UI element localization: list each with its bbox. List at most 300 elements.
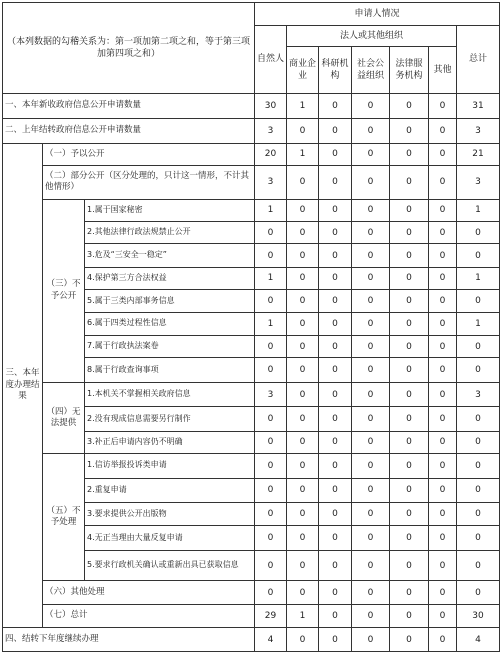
cell-value: 29 [264, 611, 277, 622]
cell-value: 0 [439, 273, 446, 284]
cell-value: 0 [267, 365, 274, 376]
row-label-cell [85, 503, 255, 526]
row-label-cell [85, 407, 255, 431]
value-cell [457, 199, 500, 221]
cell-value: 0 [475, 560, 481, 571]
value-cell [255, 358, 287, 382]
value-cell [429, 431, 457, 453]
cell-value: 0 [475, 587, 481, 598]
cell-value: 0 [299, 365, 306, 376]
row-label: 3.危及“三安全一稳定” [87, 250, 167, 260]
cell-value: 0 [332, 437, 338, 448]
table-row [3, 382, 500, 406]
value-cell [457, 143, 500, 165]
cell-value: 0 [367, 533, 374, 544]
value-cell [352, 358, 390, 382]
value-cell [457, 478, 500, 502]
cell-value: 0 [299, 485, 306, 496]
legal-service-header [390, 46, 429, 93]
cell-value: 0 [299, 318, 306, 329]
value-cell [457, 382, 500, 406]
value-cell [287, 454, 319, 478]
row-label: 二、上年结转政府信息公开申请数量 [5, 125, 142, 136]
value-cell [287, 478, 319, 502]
value-cell [352, 431, 390, 453]
row-label: 3.要求提供公开出版物 [87, 508, 167, 518]
value-cell [390, 454, 429, 478]
value-cell [457, 581, 500, 604]
table-row [3, 454, 500, 478]
value-cell [255, 526, 287, 550]
cell-value: 0 [299, 177, 306, 188]
value-cell [390, 221, 429, 243]
value-cell [287, 290, 319, 312]
cell-value: 0 [406, 485, 412, 496]
cell-value: 0 [367, 295, 374, 306]
cell-value: 0 [299, 509, 306, 520]
row-label: （一）予以公开 [45, 148, 105, 159]
value-cell [390, 526, 429, 550]
cell-value: 0 [299, 250, 306, 261]
value-cell [457, 503, 500, 526]
cell-value: 0 [406, 634, 412, 645]
table-row [3, 581, 500, 604]
value-cell [457, 336, 500, 358]
group-not-processed-cell [43, 454, 85, 581]
cell-value: 0 [299, 205, 306, 216]
cell-value: 30 [472, 611, 484, 622]
cell-value: 0 [475, 250, 481, 261]
value-cell [429, 93, 457, 118]
value-cell [457, 119, 500, 143]
cell-value: 3 [475, 389, 481, 400]
cell-value: 0 [406, 295, 412, 306]
value-cell [255, 550, 287, 581]
cell-value: 0 [299, 634, 306, 645]
value-cell [352, 628, 390, 652]
cell-value: 4 [475, 634, 481, 645]
value-cell [457, 244, 500, 267]
value-cell [352, 290, 390, 312]
value-cell [287, 244, 319, 267]
cell-value: 0 [332, 413, 338, 424]
cell-value: 0 [439, 611, 446, 622]
value-cell [352, 454, 390, 478]
cell-value: 0 [267, 509, 274, 520]
value-cell [352, 199, 390, 221]
cell-value: 0 [406, 227, 412, 238]
value-cell [319, 312, 352, 335]
value-cell [429, 628, 457, 652]
cell-value: 0 [267, 560, 274, 571]
value-cell [287, 550, 319, 581]
natural-person-label: 自然人 [257, 54, 285, 65]
value-cell [255, 165, 287, 199]
value-cell [429, 244, 457, 267]
value-cell [390, 581, 429, 604]
value-cell [457, 165, 500, 199]
cell-value: 0 [439, 560, 446, 571]
commercial-header [287, 46, 319, 93]
value-cell [319, 407, 352, 431]
value-cell [255, 267, 287, 289]
cell-value: 0 [267, 587, 274, 598]
value-cell [352, 526, 390, 550]
relation-note: （本列数据的勾稽关系为：第一项加第二项之和，等于第三项加第四项之和） [6, 36, 250, 59]
value-cell [390, 290, 429, 312]
value-cell [255, 628, 287, 652]
cell-value: 0 [406, 413, 412, 424]
legal-entities-header [287, 26, 457, 46]
value-cell [457, 290, 500, 312]
cell-value: 0 [367, 205, 374, 216]
value-cell [255, 221, 287, 243]
value-cell [255, 581, 287, 604]
value-cell [319, 336, 352, 358]
cell-value: 1 [475, 205, 481, 216]
value-cell [429, 454, 457, 478]
cell-value: 0 [475, 413, 481, 424]
value-cell [319, 290, 352, 312]
cell-value: 0 [406, 437, 412, 448]
row-label-cell [85, 336, 255, 358]
value-cell [255, 244, 287, 267]
row-label-cell [85, 382, 255, 406]
value-cell [457, 454, 500, 478]
row-label-cell [43, 143, 255, 165]
cell-value: 1 [267, 205, 274, 216]
cell-value: 0 [475, 227, 481, 238]
row-label: 2.其他法律行政法规禁止公开 [87, 227, 191, 237]
value-cell [287, 165, 319, 199]
value-cell [319, 143, 352, 165]
cell-value: 0 [439, 295, 446, 306]
value-cell [429, 165, 457, 199]
value-cell [457, 526, 500, 550]
row-label: （六）其他处理 [45, 586, 105, 597]
value-cell [319, 358, 352, 382]
value-cell [390, 312, 429, 335]
cell-value: 0 [367, 318, 374, 329]
table-row [3, 119, 500, 143]
value-cell [255, 143, 287, 165]
value-cell [319, 604, 352, 627]
value-cell [287, 382, 319, 406]
cell-value: 0 [367, 100, 374, 111]
value-cell [255, 93, 287, 118]
value-cell [352, 604, 390, 627]
disclosure-stats-table [2, 2, 500, 652]
value-cell [255, 312, 287, 335]
value-cell [287, 267, 319, 289]
value-cell [390, 604, 429, 627]
section3-label-cell [3, 143, 43, 628]
cell-value: 1 [299, 611, 306, 622]
cell-value: 0 [439, 250, 446, 261]
cell-value: 0 [332, 273, 338, 284]
value-cell [319, 119, 352, 143]
cell-value: 0 [439, 413, 446, 424]
row-label: 5.属于三类内部事务信息 [87, 295, 175, 305]
row-label: 2.重复申请 [87, 484, 127, 494]
value-cell [429, 407, 457, 431]
value-cell [319, 431, 352, 453]
value-cell [390, 407, 429, 431]
social-welfare-label: 社会公益组织 [356, 58, 384, 81]
value-cell [319, 382, 352, 406]
value-cell [390, 336, 429, 358]
cell-value: 0 [299, 437, 306, 448]
row-label: 1.信访举报投诉类申请 [87, 460, 167, 470]
row-label-cell [85, 454, 255, 478]
value-cell [287, 119, 319, 143]
table-row [3, 199, 500, 221]
value-cell [429, 604, 457, 627]
group-unable-label: （四）无法提供 [46, 406, 81, 429]
cell-value: 0 [332, 227, 338, 238]
value-cell [429, 143, 457, 165]
cell-value: 1 [475, 273, 481, 284]
value-cell [429, 550, 457, 581]
cell-value: 0 [267, 295, 274, 306]
cell-value: 1 [267, 273, 274, 284]
cell-value: 0 [475, 365, 481, 376]
cell-value: 0 [406, 177, 412, 188]
row-label: （二）部分公开（区分处理的，只计这一情形，不计其他情形） [45, 170, 250, 193]
value-cell [390, 93, 429, 118]
cell-value: 3 [267, 125, 274, 136]
cell-value: 0 [332, 250, 338, 261]
cell-value: 0 [267, 533, 274, 544]
cell-value: 0 [267, 250, 274, 261]
cell-value: 30 [264, 100, 277, 111]
value-cell [352, 382, 390, 406]
cell-value: 0 [332, 149, 338, 160]
cell-value: 0 [367, 611, 374, 622]
table-row [3, 628, 500, 652]
value-cell [457, 604, 500, 627]
value-cell [390, 165, 429, 199]
value-cell [429, 581, 457, 604]
value-cell [352, 581, 390, 604]
natural-person-header [255, 26, 287, 93]
value-cell [287, 604, 319, 627]
cell-value: 0 [332, 587, 338, 598]
cell-value: 0 [332, 125, 338, 136]
cell-value: 0 [332, 295, 338, 306]
row-label-cell [85, 267, 255, 289]
row-label-cell [3, 628, 255, 652]
cell-value: 0 [439, 509, 446, 520]
value-cell [352, 267, 390, 289]
cell-value: 0 [367, 485, 374, 496]
cell-value: 0 [475, 485, 481, 496]
cell-value: 0 [299, 389, 306, 400]
row-label: 3.补正后申请内容仍不明确 [87, 437, 183, 447]
cell-value: 0 [439, 177, 446, 188]
value-cell [352, 478, 390, 502]
row-label-cell [3, 119, 255, 143]
cell-value: 0 [299, 125, 306, 136]
cell-value: 0 [367, 125, 374, 136]
value-cell [319, 165, 352, 199]
cell-value: 0 [439, 365, 446, 376]
cell-value: 4 [267, 634, 274, 645]
cell-value: 0 [406, 560, 412, 571]
applicant-situation-label: 申请人情况 [354, 9, 400, 20]
cell-value: 0 [406, 250, 412, 261]
row-label-cell [85, 244, 255, 267]
applicant-situation-header [255, 3, 500, 26]
cell-value: 0 [439, 587, 446, 598]
other-label: 其他 [433, 64, 452, 75]
cell-value: 3 [475, 177, 481, 188]
value-cell [352, 550, 390, 581]
cell-value: 0 [367, 413, 374, 424]
cell-value: 0 [367, 365, 374, 376]
cell-value: 0 [332, 177, 338, 188]
cell-value: 0 [406, 205, 412, 216]
value-cell [255, 604, 287, 627]
value-cell [352, 165, 390, 199]
value-cell [319, 550, 352, 581]
value-cell [352, 93, 390, 118]
value-cell [255, 290, 287, 312]
value-cell [287, 407, 319, 431]
cell-value: 0 [406, 587, 412, 598]
row-label: 4.无正当理由大量反复申请 [87, 532, 183, 542]
row-label-cell [43, 581, 255, 604]
row-label-cell [85, 312, 255, 335]
value-cell [390, 503, 429, 526]
value-cell [457, 221, 500, 243]
value-cell [287, 199, 319, 221]
row-label-cell [43, 604, 255, 627]
value-cell [390, 478, 429, 502]
value-cell [429, 221, 457, 243]
value-cell [287, 358, 319, 382]
value-cell [319, 244, 352, 267]
cell-value: 1 [299, 149, 306, 160]
table-row [3, 165, 500, 199]
cell-value: 0 [439, 485, 446, 496]
row-label-cell [85, 290, 255, 312]
value-cell [319, 628, 352, 652]
cell-value: 0 [299, 227, 306, 238]
value-cell [255, 454, 287, 478]
cell-value: 0 [332, 389, 338, 400]
cell-value: 21 [472, 149, 484, 160]
value-cell [287, 221, 319, 243]
cell-value: 0 [332, 560, 338, 571]
cell-value: 0 [439, 437, 446, 448]
group-no-disclose-label: （三）不予公开 [46, 279, 81, 301]
value-cell [255, 336, 287, 358]
value-cell [429, 526, 457, 550]
cell-value: 0 [299, 295, 306, 306]
cell-value: 0 [406, 100, 412, 111]
value-cell [457, 358, 500, 382]
total-label: 总计 [469, 54, 488, 65]
value-cell [390, 382, 429, 406]
group-not-processed-label: （五）不予处理 [46, 505, 81, 528]
cell-value: 0 [367, 509, 374, 520]
cell-value: 0 [332, 460, 338, 471]
cell-value: 0 [267, 460, 274, 471]
cell-value: 0 [332, 611, 338, 622]
value-cell [352, 503, 390, 526]
cell-value: 0 [267, 227, 274, 238]
value-cell [457, 93, 500, 118]
value-cell [287, 312, 319, 335]
cell-value: 0 [367, 341, 374, 352]
cell-value: 0 [475, 437, 481, 448]
row-label-cell [85, 358, 255, 382]
cell-value: 0 [475, 295, 481, 306]
cell-value: 0 [406, 125, 412, 136]
cell-value: 0 [332, 341, 338, 352]
cell-value: 0 [332, 634, 338, 645]
row-label: 7.属于行政执法案卷 [87, 341, 159, 351]
table-row [3, 143, 500, 165]
cell-value: 0 [299, 341, 306, 352]
value-cell [390, 358, 429, 382]
value-cell [429, 199, 457, 221]
cell-value: 3 [267, 177, 274, 188]
row-label: 四、结转下年度继续办理 [5, 633, 99, 644]
value-cell [287, 526, 319, 550]
row-label-cell [43, 165, 255, 199]
value-cell [352, 244, 390, 267]
value-cell [390, 431, 429, 453]
value-cell [390, 550, 429, 581]
cell-value: 0 [367, 227, 374, 238]
row-label: 2.没有现成信息需要另行制作 [87, 413, 191, 423]
value-cell [457, 407, 500, 431]
row-label: 5.要求行政机关确认或重新出具已获取信息 [87, 560, 239, 570]
value-cell [390, 199, 429, 221]
value-cell [319, 503, 352, 526]
cell-value: 20 [264, 149, 277, 160]
row-label-cell [85, 550, 255, 581]
value-cell [319, 454, 352, 478]
value-cell [390, 143, 429, 165]
row-label-cell [3, 93, 255, 118]
cell-value: 0 [439, 341, 446, 352]
cell-value: 0 [406, 365, 412, 376]
cell-value: 0 [267, 341, 274, 352]
legal-service-label: 法律服务机构 [395, 58, 423, 81]
group-no-disclose-cell [43, 199, 85, 382]
value-cell [255, 382, 287, 406]
value-cell [319, 526, 352, 550]
cell-value: 0 [332, 485, 338, 496]
cell-value: 0 [367, 389, 374, 400]
value-cell [429, 382, 457, 406]
cell-value: 0 [367, 634, 374, 645]
cell-value: 0 [475, 460, 481, 471]
cell-value: 0 [406, 273, 412, 284]
group-unable-cell [43, 382, 85, 453]
value-cell [457, 431, 500, 453]
value-cell [287, 336, 319, 358]
cell-value: 0 [406, 509, 412, 520]
cell-value: 0 [439, 149, 446, 160]
value-cell [319, 221, 352, 243]
cell-value: 0 [406, 460, 412, 471]
value-cell [429, 290, 457, 312]
section3-label: 三、本年度办理结果 [5, 368, 40, 402]
